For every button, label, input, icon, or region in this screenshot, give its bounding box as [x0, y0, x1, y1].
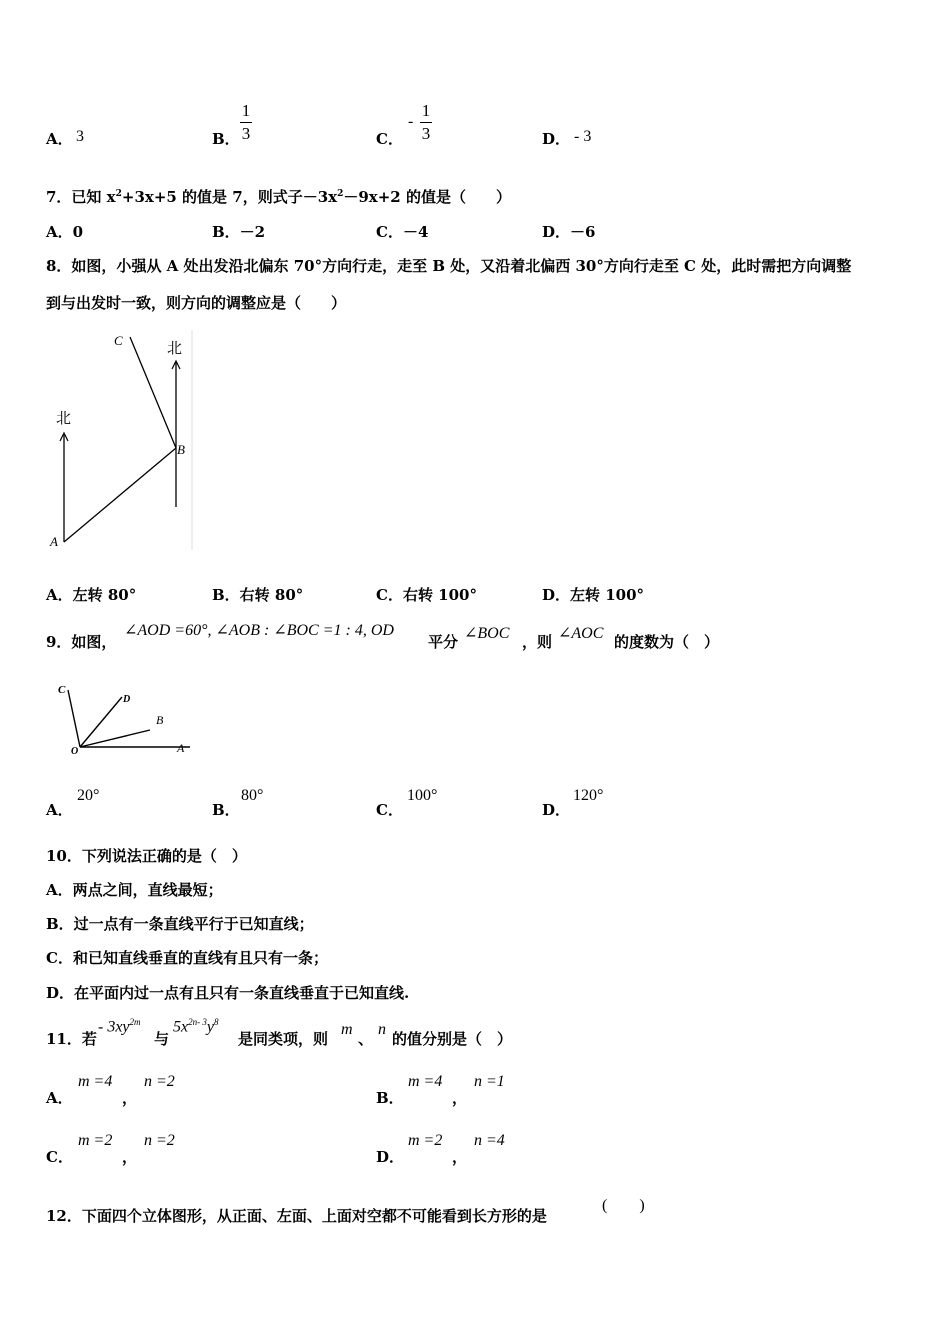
- q7-stem: [46, 186, 511, 207]
- q9-option-d-label: D．: [542, 801, 571, 819]
- ray-ob: [80, 730, 150, 747]
- q9-option-c-value: 100°: [407, 787, 438, 804]
- point-a-label: A: [50, 534, 58, 549]
- q6-option-b-label: B．: [212, 130, 240, 148]
- q10-option-c: C．和已知直线垂直的直线有且只有一条；: [46, 949, 328, 967]
- q9-option-c-label: C．: [376, 801, 403, 819]
- q11-term-1: [98, 1017, 141, 1036]
- q7-option-b: B．－2: [212, 223, 266, 241]
- q7-stem-pre: 7．已知 x: [46, 188, 116, 206]
- q11-var-m: m: [341, 1021, 353, 1038]
- q6-option-c-fraction: [420, 101, 432, 144]
- ray-od: [80, 697, 122, 747]
- q11-option-c-comma: ，: [122, 1148, 138, 1166]
- q10-option-b: B．过一点有一条直线平行于已知直线；: [46, 915, 314, 933]
- q8-figure: [40, 325, 200, 555]
- q6-option-c-label: C．: [376, 130, 403, 148]
- q9-option-b-label: B．: [212, 801, 240, 819]
- point-a-label: A: [177, 741, 185, 755]
- point-b-label: B: [156, 713, 164, 727]
- q9-option-a-value: 20°: [77, 787, 100, 804]
- q6-c-numerator: 1: [421, 101, 431, 120]
- q10-stem: 10．下列说法正确的是（ ）: [46, 847, 247, 865]
- q6-option-a-value: 3: [76, 128, 84, 145]
- q11-option-a-n: n =2: [144, 1073, 175, 1090]
- q11-option-b-label: B．: [376, 1089, 404, 1107]
- q11-option-a-comma: ，: [122, 1089, 138, 1107]
- q8-stem-line2: 到与出发时一致，则方向的调整应是（ ）: [46, 294, 347, 312]
- q7-option-c: C．－4: [376, 223, 429, 241]
- q11-separator: 、: [358, 1030, 374, 1048]
- q9-figure: [50, 680, 200, 762]
- q6-option-b-fraction: [240, 101, 252, 144]
- q6-option-a-label: A．: [46, 130, 73, 148]
- q11-term-2-y: y: [206, 1018, 214, 1036]
- q11-option-d-label: D．: [376, 1148, 405, 1166]
- q9-angle-boc: ∠BOC: [464, 625, 510, 642]
- q6-option-d-value: - 3: [574, 128, 592, 145]
- q11-var-n: n: [378, 1021, 386, 1038]
- q7-option-d: D．－6: [542, 223, 596, 241]
- q11-term-2-exp: 2n- 3: [188, 1017, 207, 1027]
- q11-stem-post: 的值分别是（ ）: [392, 1030, 513, 1048]
- fraction-bar: [420, 122, 432, 123]
- q6-c-denominator: 3: [421, 124, 431, 143]
- q9-formula: ∠AOD =60°, ∠AOB : ∠BOC =1 : 4, OD: [124, 622, 394, 639]
- q7-stem-mid: +3x+5 的值是 7，则式子－3x: [121, 188, 338, 206]
- q7-stem-post: －9x+2 的值是（ ）: [343, 188, 511, 206]
- q11-term-1-exp: 2m: [129, 1017, 141, 1027]
- point-c-label: C: [114, 333, 123, 348]
- q11-option-c-label: C．: [46, 1148, 73, 1166]
- q9-stem-bisect: 平分: [428, 633, 459, 651]
- segment-ab: [64, 448, 176, 542]
- q11-option-b-n: n =1: [474, 1073, 505, 1090]
- q9-angle-aoc: ∠AOC: [558, 625, 604, 642]
- q8-option-a: A．左转 80°: [46, 586, 137, 604]
- ray-oc: [68, 690, 80, 747]
- q12-paren: ( ): [602, 1197, 645, 1214]
- fraction-bar: [240, 122, 252, 123]
- q12-stem: 12．下面四个立体图形，从正面、左面、上面对空都不可能看到长方形的是: [46, 1207, 547, 1225]
- q8-stem-line1: 8．如图，小强从 A 处出发沿北偏东 70°方向行走，走至 B 处，又沿着北偏西 30°方向行走至 C 处，此时需把方向调整: [46, 257, 852, 275]
- q11-term-2-y-exp: 8: [213, 1017, 219, 1027]
- q11-stem-with: 与: [154, 1030, 170, 1048]
- q9-option-a-label: A．: [46, 801, 73, 819]
- q8-option-d: D．左转 100°: [542, 586, 645, 604]
- q11-option-a-m: m =4: [78, 1073, 113, 1090]
- q6-b-denominator: 3: [241, 124, 251, 143]
- q8-option-b: B．右转 80°: [212, 586, 304, 604]
- q9-stem-pre: 9．如图，: [46, 633, 117, 651]
- q10-option-d: D．在平面内过一点有且只有一条直线垂直于已知直线.: [46, 984, 410, 1002]
- q11-option-a-label: A．: [46, 1089, 73, 1107]
- q6-option-c-sign: -: [408, 113, 414, 130]
- north-label-1: 北: [56, 411, 72, 427]
- q11-option-d-m: m =2: [408, 1132, 443, 1149]
- q6-b-numerator: 1: [241, 101, 251, 120]
- q11-option-b-m: m =4: [408, 1073, 443, 1090]
- q11-option-c-m: m =2: [78, 1132, 113, 1149]
- q11-stem-mid: 是同类项，则: [238, 1030, 329, 1048]
- q11-option-d-n: n =4: [474, 1132, 505, 1149]
- q11-option-c-n: n =2: [144, 1132, 175, 1149]
- north-label-2: 北: [167, 341, 183, 357]
- q11-term-1-base: - 3xy: [98, 1018, 130, 1036]
- q7-sup1: 2: [115, 189, 122, 199]
- q10-option-a: A．两点之间，直线最短；: [46, 881, 223, 899]
- point-o-label: O: [71, 746, 79, 757]
- q9-option-d-value: 120°: [573, 787, 604, 804]
- q9-option-b-value: 80°: [241, 787, 264, 804]
- q11-option-b-comma: ，: [452, 1089, 468, 1107]
- q11-option-d-comma: ，: [452, 1148, 468, 1166]
- q9-stem-then: ，则: [522, 633, 553, 651]
- point-d-label: D: [123, 694, 131, 705]
- q8-option-c: C．右转 100°: [376, 586, 477, 604]
- point-b-label: B: [177, 442, 185, 457]
- q7-option-a: A．0: [46, 223, 84, 241]
- q11-term-2: [173, 1017, 218, 1036]
- q9-stem-post: 的度数为（ ）: [614, 633, 720, 651]
- q11-term-2-base: 5x: [173, 1018, 189, 1036]
- point-c-label: C: [58, 684, 66, 696]
- q11-stem-pre: 11．若: [46, 1030, 97, 1048]
- q7-sup2: 2: [337, 189, 344, 199]
- q6-option-d-label: D．: [542, 130, 571, 148]
